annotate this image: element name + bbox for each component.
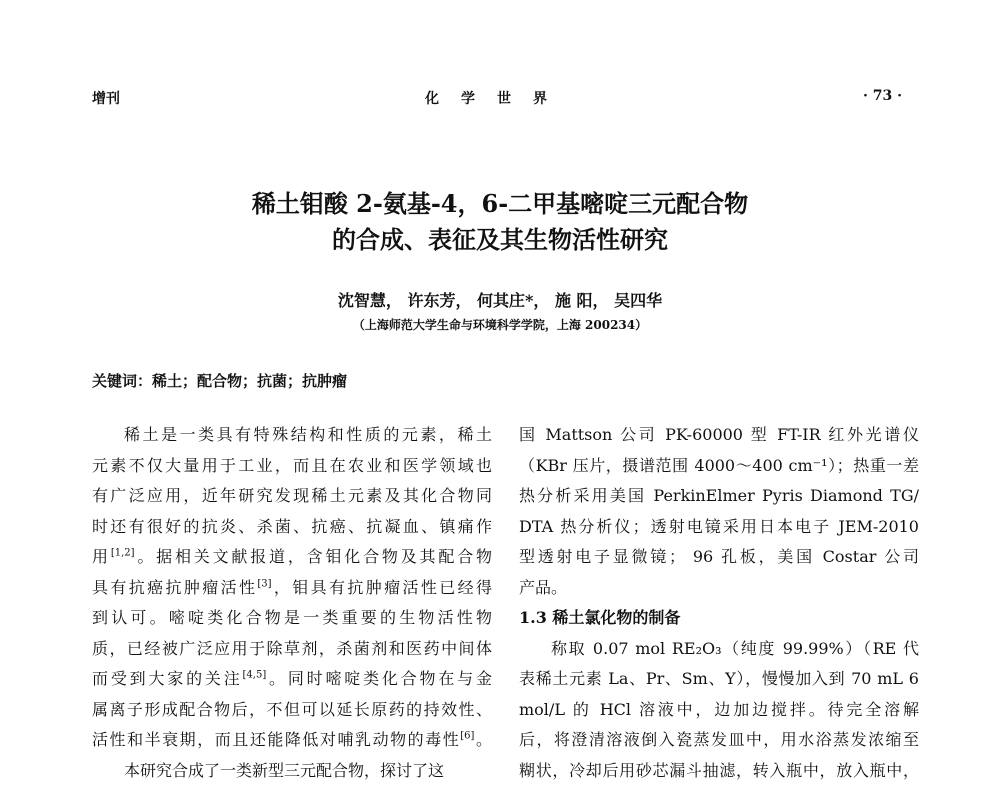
header-journal-name: 化学世界 bbox=[92, 88, 902, 108]
text-run: 活性和半衰期，而且还能降低对哺乳动物的毒性 bbox=[92, 730, 460, 749]
paragraph-line: 元素不仅大量用于工业，而且在农业和医学领域也 bbox=[92, 451, 492, 482]
paragraph-line: 有广泛应用，近年研究发现稀土元素及其化合物同 bbox=[92, 481, 492, 512]
paragraph-line: 后，将澄清溶液倒入瓷蒸发皿中，用水浴蒸发浓缩至 bbox=[519, 725, 919, 756]
text-run: 而受到大家的关注 bbox=[92, 669, 243, 688]
paragraph-line: 属离子形成配合物后，不但可以延长原药的持效性、 bbox=[92, 695, 492, 726]
text-run: 。 bbox=[474, 730, 492, 749]
paragraph-line: 本研究合成了一类新型三元配合物，探讨了这 bbox=[92, 756, 492, 786]
paragraph-line: 产品。 bbox=[519, 573, 919, 604]
paragraph-line: DTA 热分析仪；透射电镜采用日本电子 JEM-2010 bbox=[519, 512, 919, 543]
text-run: ，钼具有抗肿瘤活性已经得 bbox=[272, 578, 492, 597]
title-line-2: 的合成、表征及其生物活性研究 bbox=[0, 222, 1000, 258]
paragraph-line: 表稀土元素 La、Pr、Sm、Y），慢慢加入到 70 mL 6 bbox=[519, 664, 919, 695]
text-run: 。据相关文献报道，含钼化合物及其配合物 bbox=[135, 547, 492, 566]
paragraph-line: 时还有很好的抗炎、杀菌、抗癌、抗凝血、镇痛作 bbox=[92, 512, 492, 543]
header-issue-label: 增刊 bbox=[92, 88, 120, 108]
text-run: 。同时嘧啶类化合物在与金 bbox=[266, 669, 492, 688]
paragraph-line: 质，已经被广泛应用于除草剂，杀菌剂和医药中间体 bbox=[92, 634, 492, 665]
citation-ref: [1,2] bbox=[111, 548, 135, 559]
citation-ref: [3] bbox=[257, 578, 271, 589]
section-heading: 1.3 稀土氯化物的制备 bbox=[519, 603, 919, 634]
left-column bbox=[92, 420, 492, 786]
article-title bbox=[0, 186, 1000, 258]
paragraph-line: （KBr 压片，摄谱范围 4000～400 cm⁻¹）；热重一差 bbox=[519, 451, 919, 482]
right-column bbox=[519, 420, 919, 786]
paragraph-line: 型透射电子显微镜； 96 孔板，美国 Costar 公司 bbox=[519, 542, 919, 573]
title-line-1: 稀土钼酸 2-氨基-4，6-二甲基嘧啶三元配合物 bbox=[0, 186, 1000, 222]
citation-ref: [6] bbox=[460, 731, 474, 742]
keywords: 关键词：稀土；配合物；抗菌；抗肿瘤 bbox=[92, 370, 347, 391]
running-header bbox=[92, 88, 902, 110]
paragraph-line: 稀土是一类具有特殊结构和性质的元素，稀土 bbox=[92, 420, 492, 451]
paragraph-line: 到认可。嘧啶类化合物是一类重要的生物活性物 bbox=[92, 603, 492, 634]
text-run: 具有抗癌抗肿瘤活性 bbox=[92, 578, 257, 597]
author-list: 沈智慧， 许东芳， 何其庄*， 施 阳， 吴四华 bbox=[0, 288, 1000, 311]
paragraph-line bbox=[92, 725, 492, 756]
citation-ref: [4,5] bbox=[243, 670, 267, 681]
paragraph-line bbox=[92, 664, 492, 695]
paragraph-line: 国 Mattson 公司 PK-60000 型 FT-IR 红外光谱仪 bbox=[519, 420, 919, 451]
paragraph-line: 糊状，冷却后用砂芯漏斗抽滤，转入瓶中，放入瓶中， bbox=[519, 756, 919, 786]
text-run: 用 bbox=[92, 547, 111, 566]
paragraph-line bbox=[92, 573, 492, 604]
paragraph-line: mol/L 的 HCl 溶液中，边加边搅拌。待完全溶解 bbox=[519, 695, 919, 726]
header-page-number: · 73 · bbox=[863, 88, 902, 104]
paragraph-line: 称取 0.07 mol RE₂O₃（纯度 99.99%）（RE 代 bbox=[519, 634, 919, 665]
author-affiliation: （上海师范大学生命与环境科学学院，上海 200234） bbox=[0, 316, 1000, 333]
paragraph-line: 热分析采用美国 PerkinElmer Pyris Diamond TG/ bbox=[519, 481, 919, 512]
paragraph-line bbox=[92, 542, 492, 573]
